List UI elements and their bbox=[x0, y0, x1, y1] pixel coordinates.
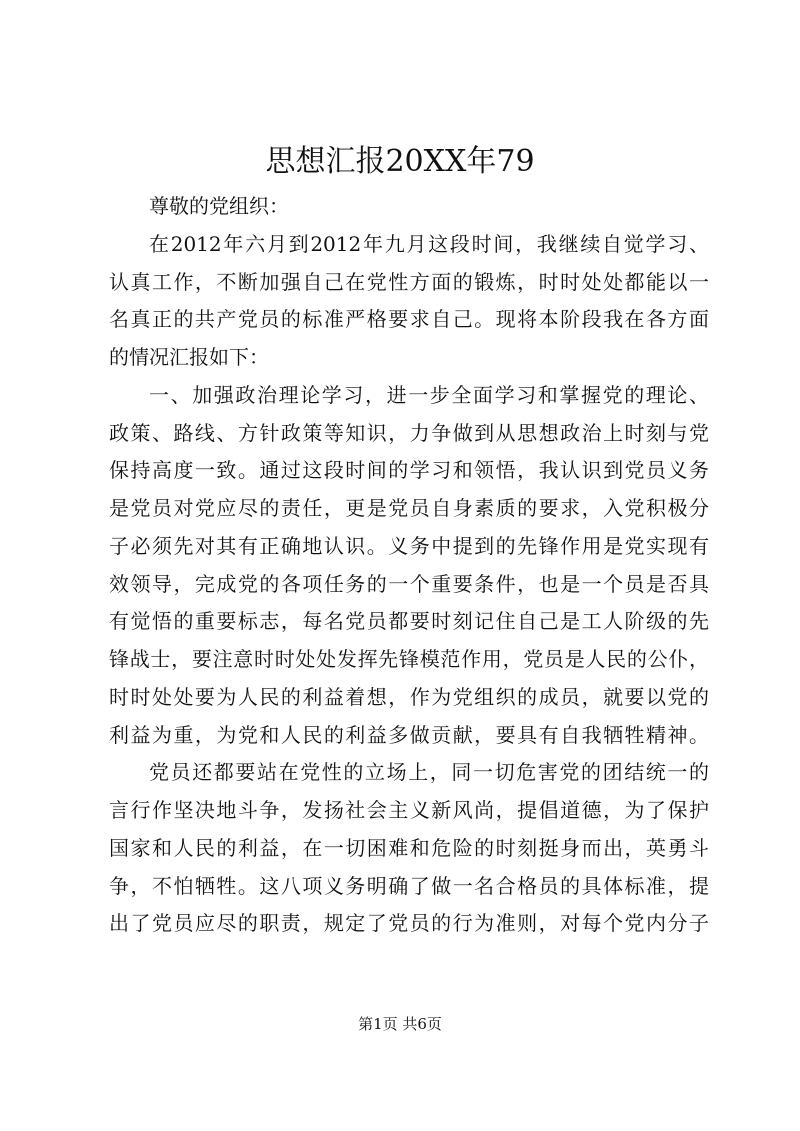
body-text-line: 政策、路线、方针政策等知识，力争做到从思想政治上时刻与党 bbox=[109, 420, 709, 445]
body-text-line: 时时处处要为人民的利益着想，作为党组织的成员，就要以党的 bbox=[109, 684, 709, 709]
page-footer: 第1页 共6页 bbox=[358, 1015, 442, 1033]
body-text-line: 效领导，完成党的各项任务的一个重要条件，也是一个员是否具 bbox=[109, 571, 709, 596]
body-text-line: 名真正的共产党员的标准严格要求自己。现将本阶段我在各方面 bbox=[109, 307, 709, 332]
body-text-line: 一、加强政治理论学习，进一步全面学习和掌握党的理论、 bbox=[149, 382, 709, 407]
body-text-line: 尊敬的党组织： bbox=[149, 194, 289, 218]
body-text-line: 利益为重，为党和人民的利益多做贡献，要具有自我牺牲精神。 bbox=[109, 722, 709, 747]
body-text-line: 在2012年六月到2012年九月这段时间，我继续自觉学习、 bbox=[149, 231, 709, 256]
body-text-line: 党员还都要站在党性的立场上，同一切危害党的团结统一的 bbox=[149, 760, 709, 785]
body-text-line: 的情况汇报如下： bbox=[109, 345, 269, 369]
body-text-line: 国家和人民的利益，在一切困难和危险的时刻挺身而出，英勇斗 bbox=[109, 835, 709, 860]
body-text-line: 出了党员应尽的职责，规定了党员的行为准则，对每个党内分子 bbox=[109, 911, 709, 936]
body-text-line: 争，不怕牺牲。这八项义务明确了做一名合格员的具体标准，提 bbox=[109, 873, 709, 898]
body-text-line: 保持高度一致。通过这段时间的学习和领悟，我认识到党员义务 bbox=[109, 458, 709, 483]
body-text-line: 认真工作，不断加强自己在党性方面的锻炼，时时处处都能以一 bbox=[109, 269, 709, 294]
body-text-line: 言行作坚决地斗争，发扬社会主义新风尚，提倡道德，为了保护 bbox=[109, 798, 709, 822]
document-body bbox=[109, 188, 709, 943]
body-text-line: 是党员对党应尽的责任，更是党员自身素质的要求，入党积极分 bbox=[109, 496, 709, 520]
body-text-line: 子必须先对其有正确地认识。义务中提到的先锋作用是党实现有 bbox=[109, 533, 709, 558]
body-text-line: 锋战士，要注意时时处处发挥先锋模范作用，党员是人民的公仆， bbox=[109, 647, 709, 671]
body-text-line: 有觉悟的重要标志，每名党员都要时刻记住自己是工人阶级的先 bbox=[109, 609, 709, 634]
document-title: 思想汇报20XX年79 bbox=[265, 144, 535, 179]
